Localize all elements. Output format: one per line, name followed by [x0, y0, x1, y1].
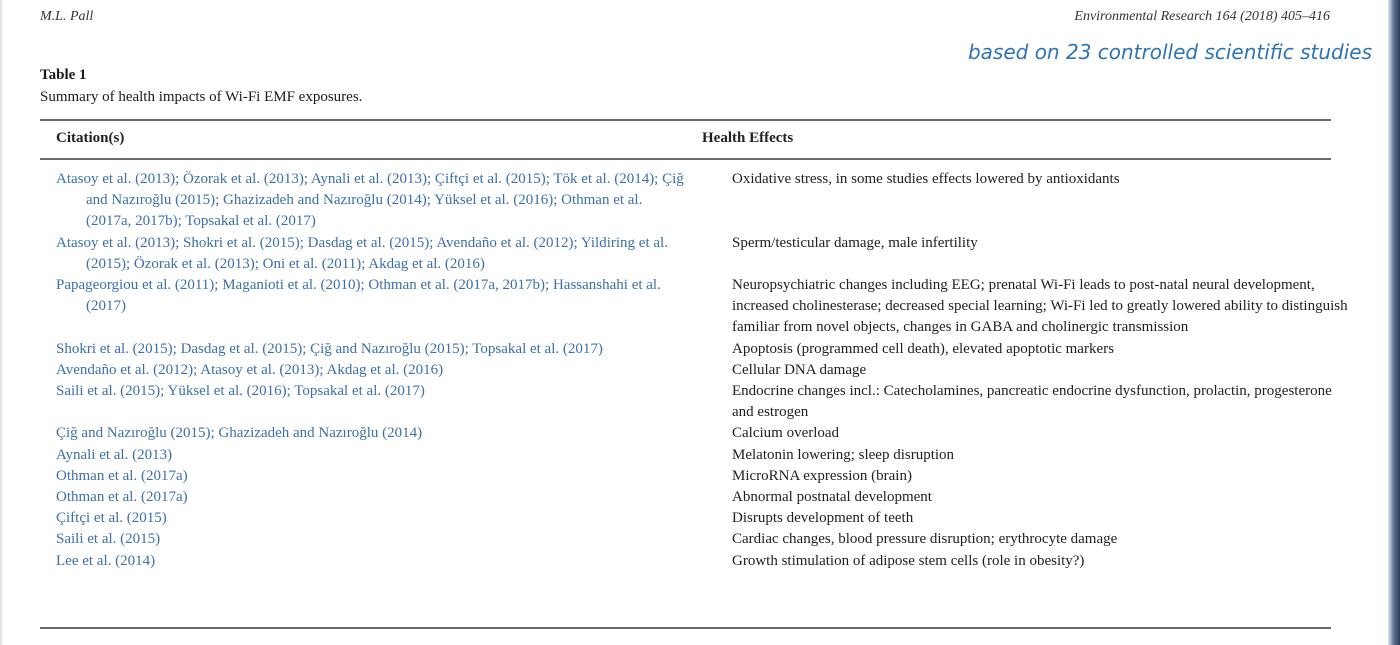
- citation-cell[interactable]: Aynali et al. (2013): [56, 446, 173, 463]
- header-citations: Citation(s): [56, 130, 125, 146]
- running-head-author: M.L. Pall: [40, 9, 94, 24]
- window-right-border: [1388, 0, 1400, 645]
- citation-cell[interactable]: Atasoy et al. (2013); Shokri et al. (2015); Dasdag et al. (2015); Avendaño et al. (2012); Yildiring et al. (2015); Özorak et al. (2013); Oni et al. (2011); Akdag et al. (2016): [56, 234, 668, 272]
- header-health-effects: Health Effects: [702, 130, 794, 146]
- citation-cell[interactable]: Papageorgiou et al. (2011); Maganioti et al. (2010); Othman et al. (2017a, 2017b); Hassanshahi et al. (2017): [56, 277, 661, 315]
- effect-cell: Apoptosis (programmed cell death), elevated apoptotic markers: [732, 340, 1114, 357]
- citation-cell[interactable]: Saili et al. (2015): [56, 531, 161, 548]
- citation-cell[interactable]: Atasoy et al. (2013); Özorak et al. (2013); Aynali et al. (2013); Çiftçi et al. (2015); Tök et al. (2014); Çiğ and Nazıroğlu (2015); Ghazizadeh and Nazıroğlu (2014); Yüksel et al. (2016); Othman et al. (2017a, 2017b); Topsakal et al. (2017): [56, 171, 684, 230]
- citation-cell[interactable]: Lee et al. (2014): [56, 552, 156, 569]
- effect-cell: Disrupts development of teeth: [732, 510, 914, 527]
- table-row: [0, 487, 1388, 508]
- citation-cell[interactable]: Saili et al. (2015); Yüksel et al. (2016); Topsakal et al. (2017): [56, 383, 425, 400]
- table-row: [0, 466, 1388, 487]
- citation-cell[interactable]: Othman et al. (2017a): [56, 467, 188, 484]
- effect-cell: Sperm/testicular damage, male infertility: [732, 234, 978, 251]
- effect-cell: Abnormal postnatal development: [732, 489, 932, 506]
- annotation-note: based on 23 controlled scientific studies: [967, 40, 1372, 64]
- table-row: [0, 445, 1388, 466]
- effect-cell: Calcium overload: [732, 425, 840, 442]
- table-row: [0, 275, 1388, 339]
- table-body: [0, 169, 1388, 572]
- table-row: [0, 360, 1388, 381]
- table-row: [0, 233, 1388, 275]
- citation-cell[interactable]: Çiğ and Nazıroğlu (2015); Ghazizadeh and Nazıroğlu (2014): [56, 425, 423, 442]
- table-bottom-rule: [40, 627, 1331, 629]
- table-caption: Summary of health impacts of Wi-Fi EMF exposures.: [40, 89, 363, 105]
- table-row: [0, 529, 1388, 550]
- table-row: [0, 339, 1388, 360]
- citation-cell[interactable]: Avendaño et al. (2012); Atasoy et al. (2013); Akdag et al. (2016): [56, 361, 444, 378]
- citation-cell[interactable]: Othman et al. (2017a): [56, 489, 188, 506]
- effect-cell: Endocrine changes incl.: Catecholamines, pancreatic endocrine dysfunction, prolactin, progesterone and estrogen: [732, 383, 1332, 421]
- table-row: [0, 508, 1388, 529]
- effect-cell: Neuropsychiatric changes including EEG; prenatal Wi-Fi leads to post-natal neural development, increased cholinesterase; decreased special learning; Wi-Fi led to greatly lowered ability to distinguish familiar from novel objects, changes in GABA and cholinergic transmission: [732, 277, 1348, 336]
- table-top-rule: [40, 119, 1331, 121]
- table-row: [0, 381, 1388, 423]
- table-label: Table 1: [40, 67, 87, 83]
- table-row: [0, 169, 1388, 233]
- effect-cell: Cardiac changes, blood pressure disruption; erythrocyte damage: [732, 531, 1118, 548]
- effect-cell: Cellular DNA damage: [732, 361, 867, 378]
- table-row: [0, 551, 1388, 572]
- table-header-rule: [40, 158, 1331, 160]
- effect-cell: Oxidative stress, in some studies effects lowered by antioxidants: [732, 171, 1120, 187]
- table-row: [0, 423, 1388, 444]
- effect-cell: MicroRNA expression (brain): [732, 467, 912, 484]
- citation-cell[interactable]: Shokri et al. (2015); Dasdag et al. (2015); Çiğ and Nazıroğlu (2015); Topsakal et al. (2017): [56, 340, 603, 357]
- effect-cell: Growth stimulation of adipose stem cells (role in obesity?): [732, 552, 1085, 569]
- citation-cell[interactable]: Çiftçi et al. (2015): [56, 510, 167, 527]
- running-head-journal: Environmental Research 164 (2018) 405–416: [1074, 9, 1330, 24]
- effect-cell: Melatonin lowering; sleep disruption: [732, 446, 955, 463]
